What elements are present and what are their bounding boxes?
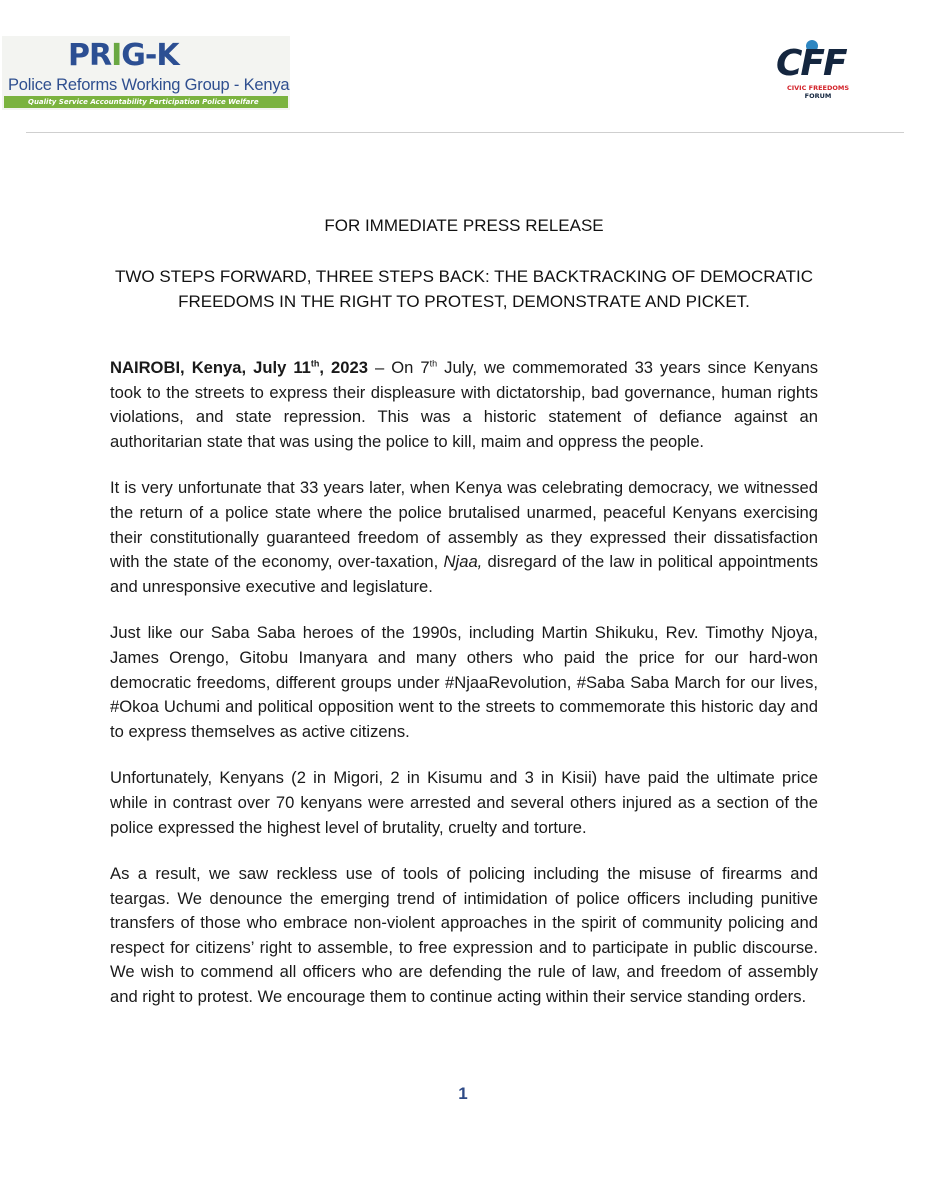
prwg-k-logo [2,36,290,110]
paragraph-1: NAIROBI, Kenya, July 11th, 2023 – On 7th July, we commemorated 33 years since Kenyans took to the streets to express their displeasure with dictatorship, bad governance, human rights violations, and state repression. This was a historic statement of defiance against an authoritarian state that was using the police to kill, maim and oppress the people. [110,358,818,451]
headline: TWO STEPS FORWARD, THREE STEPS BACK: THE BACKTRACKING OF DEMOCRATIC FREEDOMS IN THE RIGHT TO PROTEST, DEMONSTRATE AND PICKET. [114,267,814,311]
paragraph-4: Unfortunately, Kenyans (2 in Migori, 2 in Kisumu and 3 in Kisii) have paid the ultimate price while in contrast over 70 kenyans were arrested and several others injured as a section of the police expressed the highest level of brutality, cruelty and torture. [110,768,818,837]
cff-logo-mark: CFF [776,43,846,84]
body-text [110,356,818,1032]
release-label: FOR IMMEDIATE PRESS RELEASE [324,216,604,235]
paragraph-2: It is very unfortunate that 33 years later, when Kenya was celebrating democracy, we witnessed the return of a police state where the police brutalised unarmed, peaceful Kenyans exercising their constitutionally guaranteed freedom of assembly as they expressed their dissatisfaction with the state of the economy, over-taxation, Njaa, disregard of the law in political appointments and unresponsive executive and legislature. [110,478,818,596]
paragraph-3: Just like our Saba Saba heroes of the 1990s, including Martin Shikuku, Rev. Timothy Njoya, James Orengo, Gitobu Imanyara and many others who paid the price for our hard-won democratic freedoms, different groups under #NjaaRevolution, #Saba Saba March for our lives, #Okoa Uchumi and political opposition went to the streets to commemorate this historic day and to express themselves as active citizens. [110,623,818,741]
page-number: 1 [458,1084,468,1103]
org-name: Police Reforms Working Group - Kenya [8,76,290,94]
header-divider [26,132,904,133]
cff-logo-subtitle: CIVIC FREEDOMS FORUM [786,84,850,100]
figures-icon: I [111,38,122,73]
dateline: NAIROBI, Kenya, July 11th, 2023 [110,358,368,377]
paragraph-5: As a result, we saw reckless use of tools of policing including the misuse of firearms and teargas. We denounce the emerging trend of intimidation of police officers including punitive transfers of those who embrace non-violent approaches in the spirit of community policing and respect for citizens’ right to assemble, to free expression and to participate in public discourse. We wish to commend all officers who are defending the rule of law, and freedom of assembly and right to protest. We encourage them to continue acting within their service standing orders. [110,864,818,1007]
logo-tagline: Quality Service Accountability Participation Police Welfare [4,96,288,108]
cff-logo [770,38,866,104]
prwg-k-logo-mark: PRIG-K [68,38,179,73]
